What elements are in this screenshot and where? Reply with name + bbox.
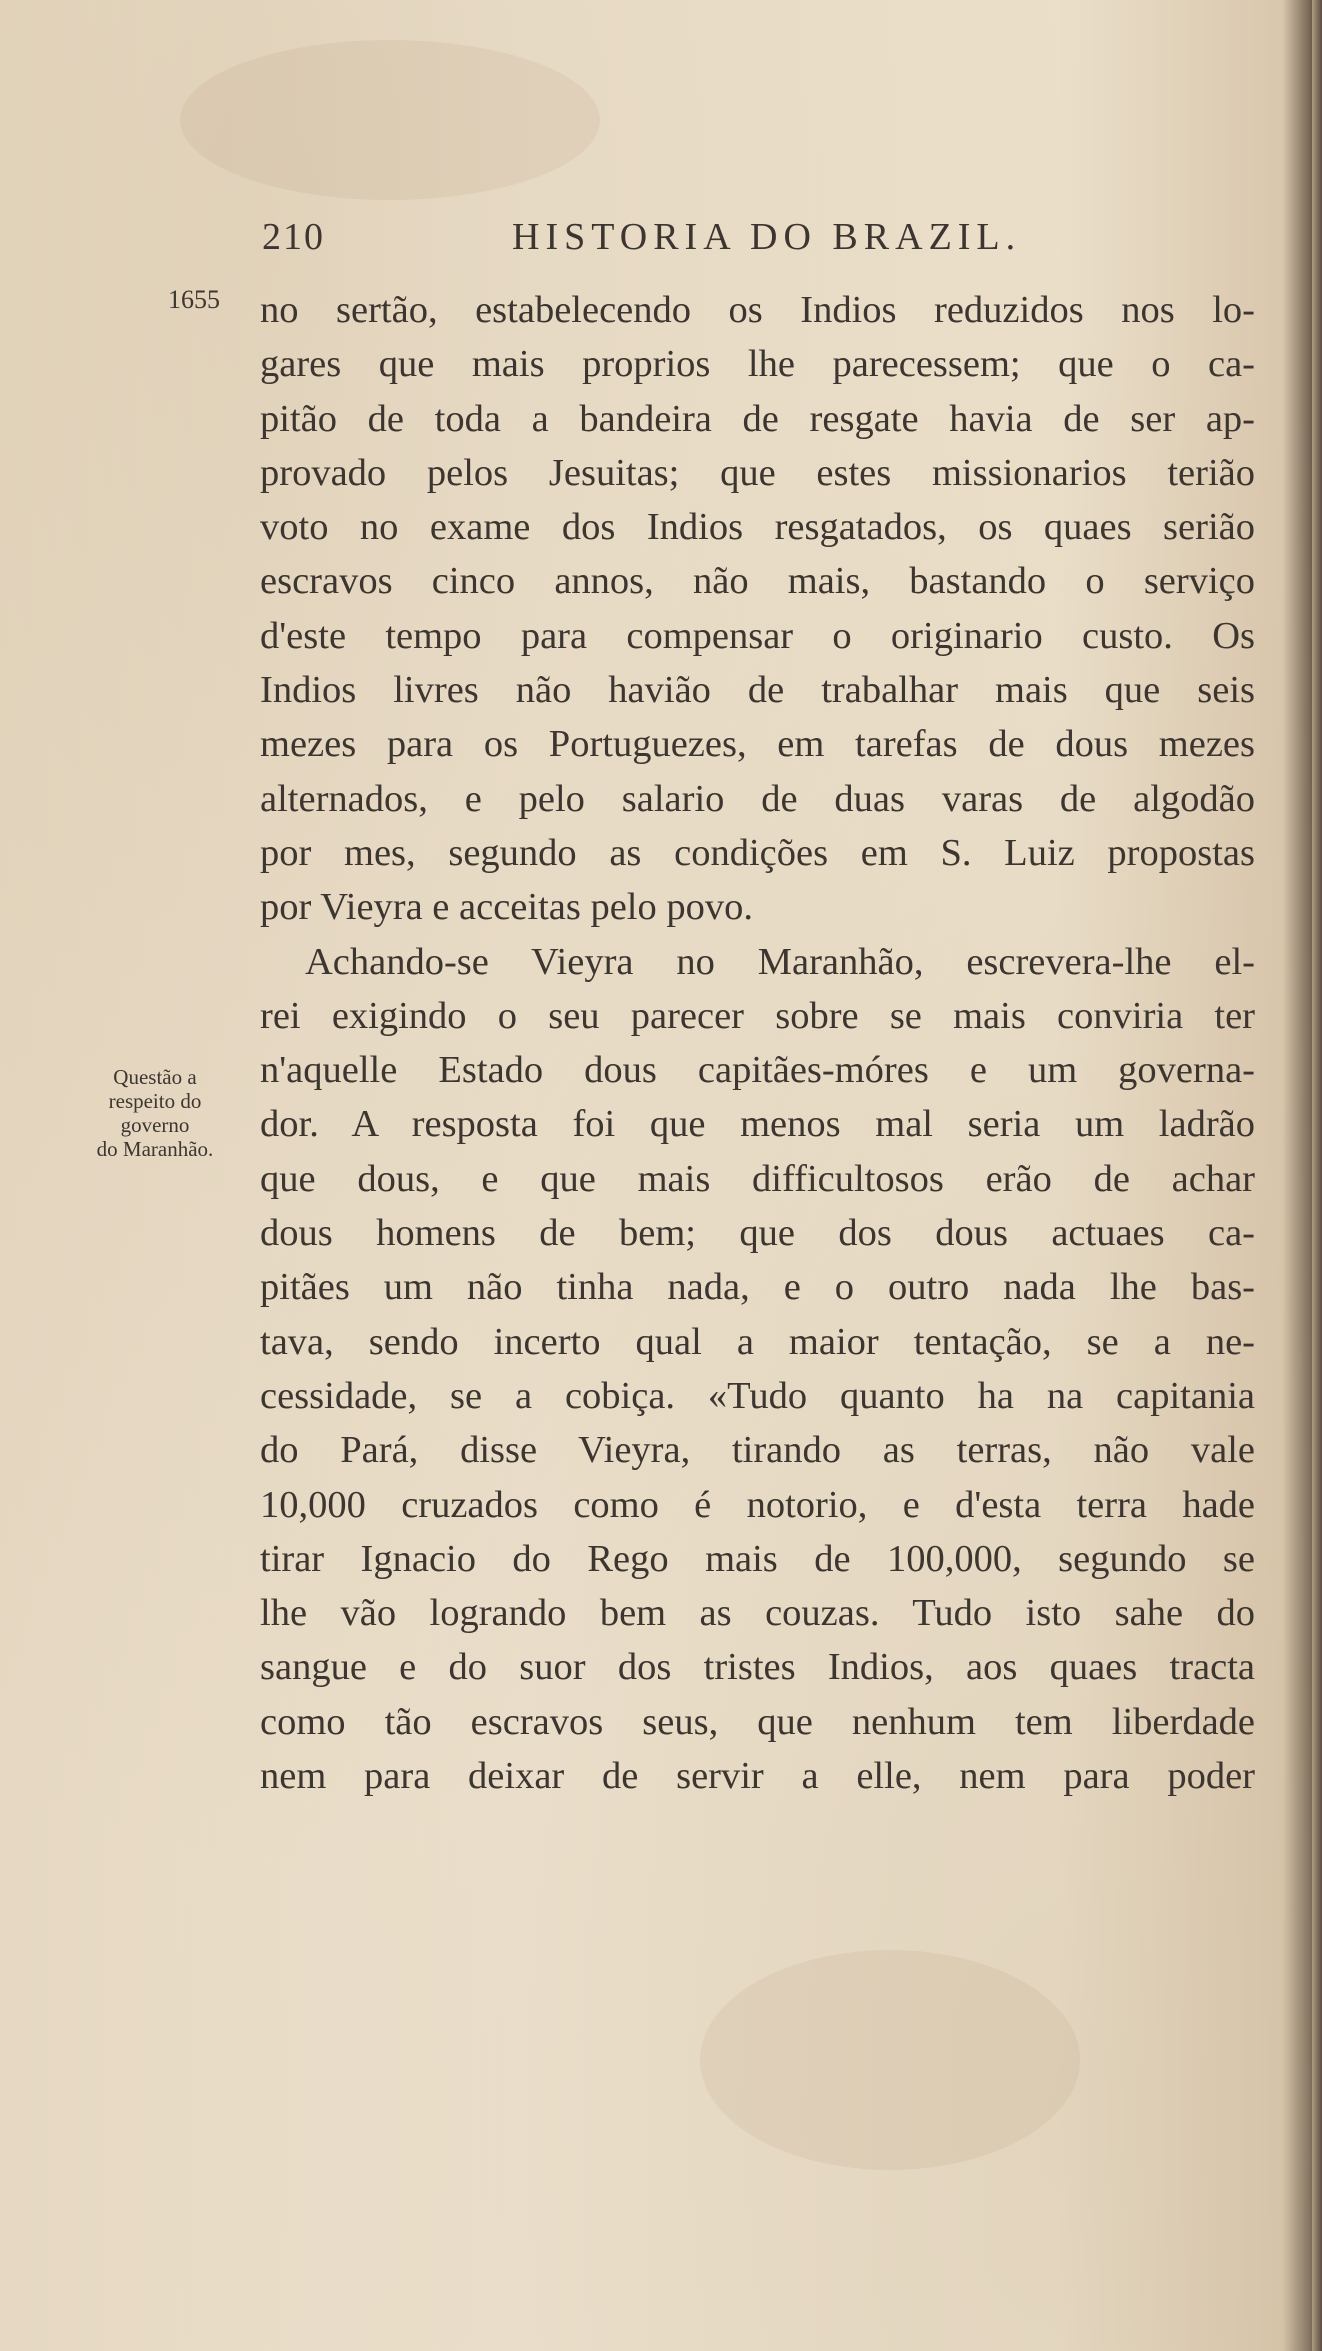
text-line: d'este tempo para compensar o originario custo. Os xyxy=(260,614,1255,657)
text-line: sangue e do suor dos tristes Indios, aos quaes tracta xyxy=(260,1646,1255,1689)
text-line: n'aquelle Estado dous capitães-móres e um governa- xyxy=(260,1049,1255,1092)
text-line: voto no exame dos Indios resgatados, os quaes serião xyxy=(260,506,1255,549)
text-line: lhe vão logrando bem as couzas. Tudo isto sahe do xyxy=(260,1592,1255,1635)
text-line: dor. A resposta foi que menos mal seria um ladrão xyxy=(260,1103,1255,1146)
margin-note xyxy=(60,1065,250,1161)
text-line: alternados, e pelo salario de duas varas de algodão xyxy=(260,777,1255,820)
margin-note-line: do Maranhão. xyxy=(96,1137,214,1161)
text-line: provado pelos Jesuitas; que estes missionarios terião xyxy=(260,451,1255,494)
text-line: cessidade, se a cobiça. «Tudo quanto ha na capitania xyxy=(260,1374,1255,1417)
body-text xyxy=(260,283,1255,1803)
text-line: pitão de toda a bandeira de resgate havia de ser ap- xyxy=(260,397,1255,440)
text-line: tirar Ignacio do Rego mais de 100,000, segundo se xyxy=(260,1537,1255,1580)
margin-note-line: Questão a xyxy=(113,1065,197,1089)
text-line: por Vieyra e acceitas pelo povo. xyxy=(260,886,753,929)
margin-note-line: respeito do xyxy=(108,1089,202,1113)
text-line: rei exigindo o seu parecer sobre se mais conviria ter xyxy=(260,994,1255,1037)
margin-note-line: governo xyxy=(120,1113,190,1137)
running-title: HISTORIA DO BRAZIL. xyxy=(512,216,1022,258)
text-line: no sertão, estabelecendo os Indios reduzidos nos lo- xyxy=(260,289,1255,331)
text-line: Indios livres não havião de trabalhar mais que seis xyxy=(260,669,1255,712)
text-line: tava, sendo incerto qual a maior tentação, se a ne- xyxy=(260,1320,1255,1363)
text-line: 10,000 cruzados como é notorio, e d'esta terra hade xyxy=(260,1483,1255,1526)
text-line: escravos cinco annos, não mais, bastando o serviço xyxy=(260,560,1255,603)
book-spine-edge xyxy=(1312,0,1322,2351)
text-line: Achando-se Vieyra no Maranhão, escrevera-lhe el- xyxy=(305,940,1255,983)
text-line: gares que mais proprios lhe parecessem; que o ca- xyxy=(260,343,1255,386)
paper-stain xyxy=(700,1950,1080,2170)
text-line: por mes, segundo as condições em S. Luiz propostas xyxy=(260,831,1255,874)
page-header xyxy=(262,215,1252,275)
text-line: dous homens de bem; que dos dous actuaes ca- xyxy=(260,1212,1255,1255)
page-number: 210 xyxy=(262,216,325,258)
paper-stain xyxy=(180,40,600,200)
text-line: do Pará, disse Vieyra, tirando as terras, não vale xyxy=(260,1429,1255,1472)
text-line: mezes para os Portuguezes, em tarefas de dous mezes xyxy=(260,723,1255,766)
text-line: que dous, e que mais difficultosos erão de achar xyxy=(260,1157,1255,1200)
text-line: nem para deixar de servir a elle, nem para poder xyxy=(260,1755,1255,1798)
margin-year: 1655 xyxy=(168,285,220,314)
text-line: pitães um não tinha nada, e o outro nada lhe bas- xyxy=(260,1266,1255,1309)
text-line: como tão escravos seus, que nenhum tem liberdade xyxy=(260,1700,1255,1743)
